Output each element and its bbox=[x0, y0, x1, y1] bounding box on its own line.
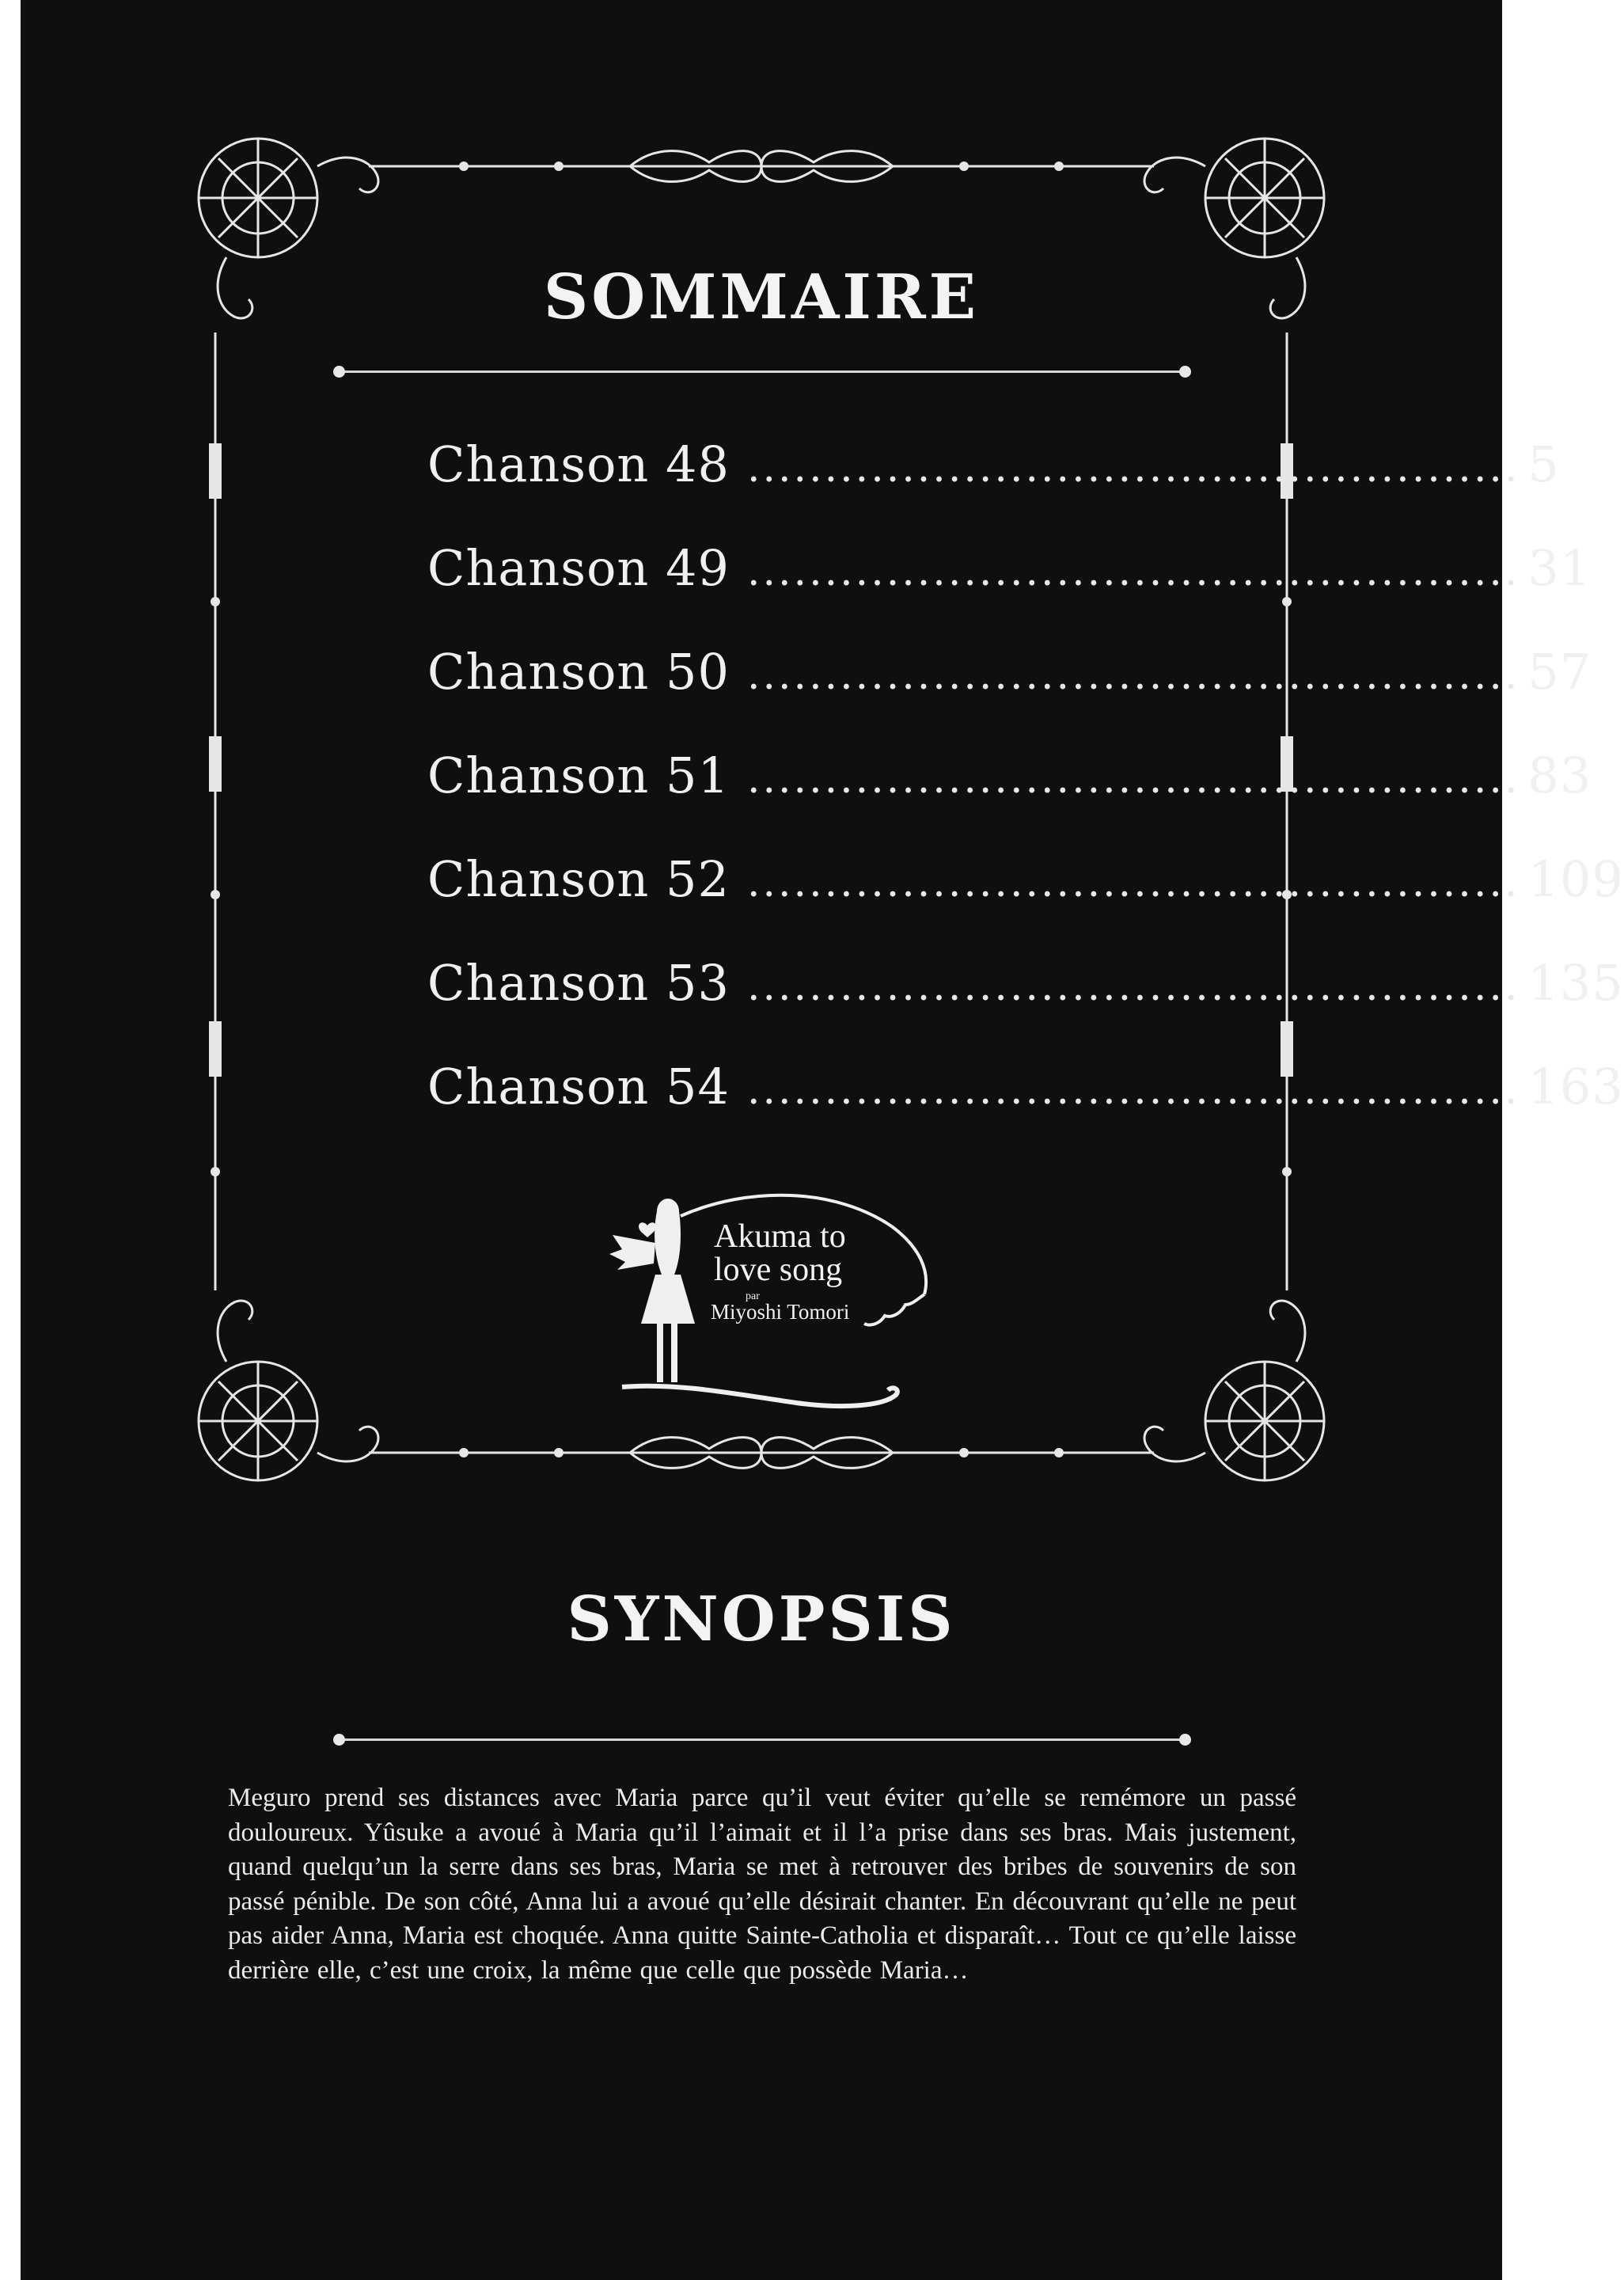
toc-entry[interactable] bbox=[427, 643, 1592, 747]
toc-page-number: 57 bbox=[1527, 643, 1592, 701]
toc-chapter-label: Chanson 51 bbox=[427, 747, 730, 804]
toc-entry[interactable] bbox=[427, 539, 1592, 643]
toc-dot-leader: .................................................. bbox=[746, 444, 1520, 492]
toc-dot-leader: .................................................. bbox=[746, 1066, 1520, 1114]
toc-dot-leader: .................................................. bbox=[746, 755, 1520, 803]
toc-page-number: 31 bbox=[1527, 539, 1592, 597]
toc-chapter-label: Chanson 50 bbox=[427, 643, 730, 701]
toc-dot-leader: .................................................. bbox=[746, 548, 1520, 595]
toc-heading: SOMMAIRE bbox=[543, 261, 980, 333]
toc-entry[interactable] bbox=[427, 1058, 1624, 1161]
logo-title-line2: love song bbox=[714, 1252, 843, 1288]
toc-page-number: 5 bbox=[1527, 435, 1560, 493]
book-page bbox=[21, 0, 1624, 2280]
toc-entry[interactable] bbox=[427, 435, 1560, 539]
toc-chapter-label: Chanson 49 bbox=[427, 539, 730, 597]
toc-chapter-label: Chanson 53 bbox=[427, 954, 730, 1012]
toc-page-number: 135 bbox=[1527, 954, 1624, 1012]
synopsis-text: Meguro prend ses distances avec Maria parce qu’il veut éviter qu’elle se remémore un passé douloureux. Yûsuke a avoué à Maria qu’il l’aimait et il l’a prise dans ses bras. Mais justement, quand quelqu’un la serre dans ses bras, Maria se met à retrouver des bribes de souvenirs de son passé pénible. De son côté, Anna lui a avoué qu’elle désirait chanter. En découvrant qu’elle ne peut pas aider Anna, Maria est choquée. Anna quitte Sainte-Catholia et disparaît… Tout ce qu’elle laisse derrière elle, c’est une croix, la même que celle que possède Maria… bbox=[228, 1784, 1296, 1985]
toc-list bbox=[427, 435, 1624, 1161]
toc-dot-leader: .................................................. bbox=[746, 859, 1520, 906]
toc-page-number: 163 bbox=[1527, 1058, 1624, 1115]
toc-entry[interactable] bbox=[427, 954, 1624, 1058]
toc-entry[interactable] bbox=[427, 850, 1624, 954]
toc-divider bbox=[339, 370, 1186, 373]
toc-chapter-label: Chanson 52 bbox=[427, 850, 730, 908]
logo-author: Miyoshi Tomori bbox=[711, 1300, 850, 1324]
synopsis-divider bbox=[339, 1738, 1186, 1741]
toc-dot-leader: .................................................. bbox=[746, 652, 1520, 699]
toc-dot-leader: .................................................. bbox=[746, 963, 1520, 1010]
toc-page-number: 83 bbox=[1527, 747, 1592, 804]
logo-title-line1: Akuma to bbox=[714, 1218, 846, 1255]
synopsis-heading: SYNOPSIS bbox=[567, 1583, 956, 1655]
toc-page-number: 109 bbox=[1527, 850, 1624, 908]
toc-entry[interactable] bbox=[427, 747, 1592, 850]
series-logo bbox=[606, 1188, 986, 1425]
toc-chapter-label: Chanson 54 bbox=[427, 1058, 730, 1115]
logo-par: par bbox=[746, 1290, 760, 1302]
toc-chapter-label: Chanson 48 bbox=[427, 435, 730, 493]
